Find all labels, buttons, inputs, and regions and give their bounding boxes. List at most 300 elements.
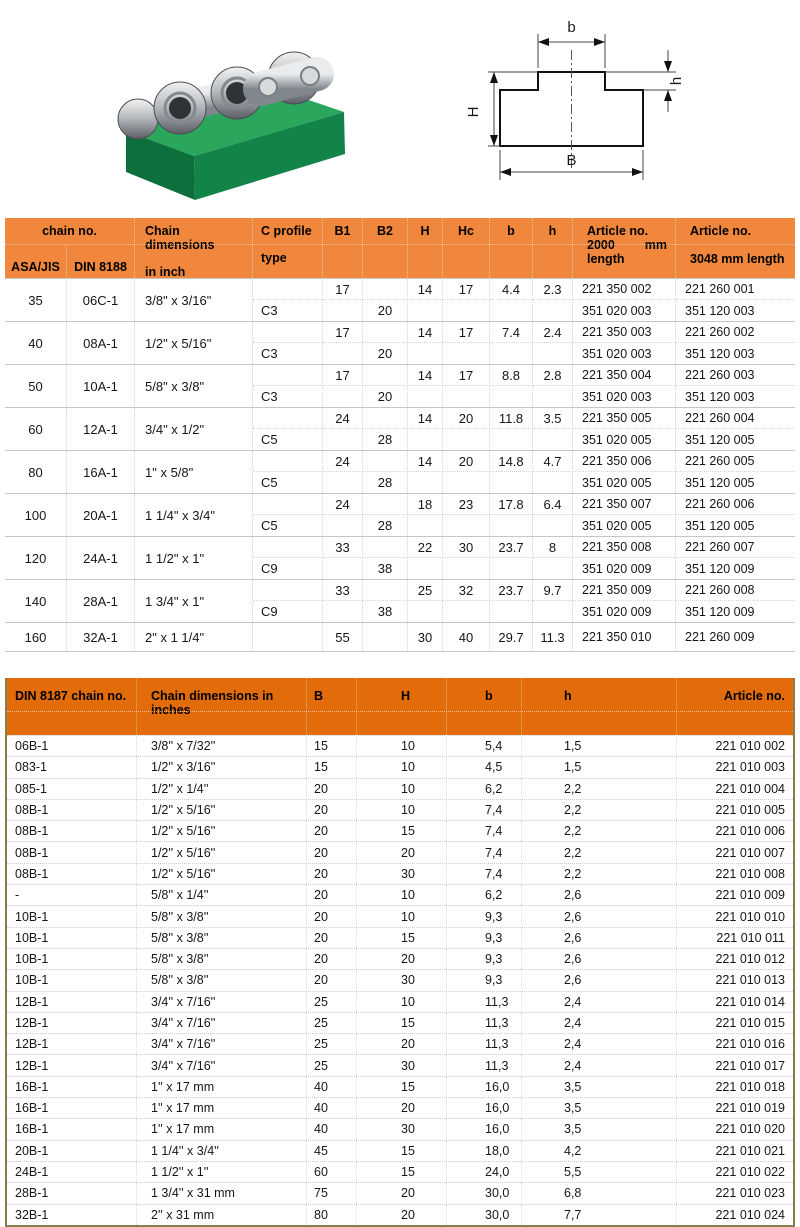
c-profile-type-cell: C9 <box>253 601 323 622</box>
chain-dimension-cell: 1/2'' x 5/16'' <box>137 842 307 862</box>
b-cell: 11,3 <box>447 1055 522 1075</box>
asa-jis-cell: 120 <box>5 537 67 579</box>
spacer-cell <box>363 623 408 651</box>
H-cell: 14 <box>408 408 443 429</box>
H-cell: 15 <box>357 928 447 948</box>
H-cell: 30 <box>357 1055 447 1075</box>
h-cell: 2,2 <box>522 864 677 884</box>
spacer-cell <box>408 386 443 407</box>
Hc-cell: 17 <box>443 365 490 386</box>
table1-row-group <box>5 579 795 622</box>
asa-jis-cell: 140 <box>5 580 67 622</box>
h-cell: 2,2 <box>522 800 677 820</box>
b1-cell: 33 <box>323 580 363 601</box>
spacer-cell <box>490 300 533 321</box>
Hc-cell: 20 <box>443 408 490 429</box>
b-cell: 9,3 <box>447 949 522 969</box>
spacer-cell <box>533 429 573 450</box>
din-chain-no-cell: 06B-1 <box>7 736 137 756</box>
t1-header-c-profile: C profile type <box>253 218 323 279</box>
b2-cell: 20 <box>363 386 408 407</box>
b-cell: 11,3 <box>447 1013 522 1033</box>
dim-label-b: b <box>567 19 576 36</box>
table2-row <box>7 905 793 926</box>
b1-cell: 33 <box>323 537 363 558</box>
din-8188-cell: 32A-1 <box>67 623 135 651</box>
table2-row <box>7 991 793 1012</box>
din-chain-no-cell: 16B-1 <box>7 1077 137 1097</box>
B-cell: 20 <box>307 928 357 948</box>
b-cell: 5,4 <box>447 736 522 756</box>
table1-row-group <box>5 364 795 407</box>
h-cell: 2,6 <box>522 928 677 948</box>
spacer-cell <box>363 322 408 343</box>
t1-header-b1: B1 <box>323 218 363 279</box>
article-no-cell: 221 010 012 <box>715 952 785 967</box>
spacer-cell <box>323 472 363 493</box>
spacer-cell <box>323 429 363 450</box>
din-chain-no-cell: 28B-1 <box>7 1183 137 1203</box>
spacer-cell <box>253 322 323 343</box>
table2-din-chains <box>5 678 795 1227</box>
t2-header-chain-no: DIN 8187 chain no. <box>7 678 137 735</box>
din-chain-no-cell: 12B-1 <box>7 1055 137 1075</box>
article-2000mm-cell: 221 350 006 <box>573 451 676 472</box>
chain-on-guide-image <box>110 5 350 205</box>
h-cell: 2.3 <box>533 279 573 300</box>
h-cell: 3,5 <box>522 1098 677 1118</box>
din-chain-no-cell: 10B-1 <box>7 970 137 990</box>
h-cell: 8 <box>533 537 573 558</box>
article-3048mm-cell: 221 260 005 <box>676 451 795 472</box>
chain-pin <box>301 67 319 85</box>
article-3048mm-cell: 221 260 007 <box>676 537 795 558</box>
chain-dimension-cell: 1 3/4" x 1" <box>135 580 253 622</box>
B-cell: 60 <box>307 1162 357 1182</box>
t2-header-B: B <box>307 678 357 735</box>
h-cell: 2,2 <box>522 842 677 862</box>
chain-dimension-cell: 1 3/4'' x 31 mm <box>137 1183 307 1203</box>
chain-dimension-cell: 1" x 5/8" <box>135 451 253 493</box>
article-2000mm-cell: 221 350 004 <box>573 365 676 386</box>
b1-cell: 55 <box>323 623 363 651</box>
b-cell: 23.7 <box>490 537 533 558</box>
spacer-cell <box>490 429 533 450</box>
b-cell: 14.8 <box>490 451 533 472</box>
table1-row-group <box>5 450 795 493</box>
chain-dimension-cell: 3/8" x 3/16" <box>135 279 253 321</box>
table2-row <box>7 1076 793 1097</box>
H-cell: 20 <box>357 949 447 969</box>
t1-header-din8188: DIN 8188 <box>74 260 127 274</box>
din-chain-no-cell: 10B-1 <box>7 906 137 926</box>
din-chain-no-cell: 16B-1 <box>7 1119 137 1139</box>
din-8188-cell: 20A-1 <box>67 494 135 536</box>
H-cell: 15 <box>357 1013 447 1033</box>
Hc-cell: 30 <box>443 537 490 558</box>
Hc-cell: 40 <box>443 623 490 651</box>
spacer-cell <box>408 472 443 493</box>
article-no-cell: 221 010 013 <box>715 973 785 988</box>
article-no-cell: 221 010 022 <box>715 1165 785 1180</box>
H-cell: 20 <box>357 1205 447 1225</box>
B-cell: 15 <box>307 757 357 777</box>
c-profile-type-cell: C3 <box>253 386 323 407</box>
c-profile-type-cell: C5 <box>253 429 323 450</box>
spacer-cell <box>533 472 573 493</box>
article-no-cell: 221 010 024 <box>715 1207 785 1222</box>
spacer-cell <box>443 515 490 536</box>
chain-dimension-cell: 5/8'' x 3/8'' <box>137 970 307 990</box>
H-cell: 14 <box>408 279 443 300</box>
spacer-cell <box>443 343 490 364</box>
h-cell: 2.8 <box>533 365 573 386</box>
table1-row-group <box>5 622 795 651</box>
article-no-cell: 221 010 002 <box>715 739 785 754</box>
t1-header-Hc: Hc <box>443 218 490 279</box>
arrow-left-icon <box>500 168 511 176</box>
article-2000mm-cell: 221 350 009 <box>573 580 676 601</box>
din-chain-no-cell: 10B-1 <box>7 949 137 969</box>
B-cell: 40 <box>307 1119 357 1139</box>
H-cell: 30 <box>357 864 447 884</box>
article-no-cell: 221 010 003 <box>715 760 785 775</box>
B-cell: 25 <box>307 1013 357 1033</box>
table2-row <box>7 1054 793 1075</box>
b-cell: 9,3 <box>447 906 522 926</box>
spacer-cell <box>253 408 323 429</box>
table2-row <box>7 863 793 884</box>
article-2000mm-cell: 351 020 005 <box>573 429 676 450</box>
spacer-cell <box>443 558 490 579</box>
t1-header-b2: B2 <box>363 218 408 279</box>
b-cell: 11,3 <box>447 1034 522 1054</box>
H-cell: 30 <box>357 970 447 990</box>
b-cell: 18,0 <box>447 1141 522 1161</box>
chain-dimension-cell: 3/4" x 1/2" <box>135 408 253 450</box>
b-cell: 6,2 <box>447 885 522 905</box>
h-cell: 2,6 <box>522 885 677 905</box>
article-3048mm-cell: 351 120 003 <box>685 389 755 404</box>
H-cell: 30 <box>357 1119 447 1139</box>
table2-row <box>7 841 793 862</box>
article-2000mm-cell: 351 020 005 <box>573 515 676 536</box>
asa-jis-cell: 50 <box>5 365 67 407</box>
din-chain-no-cell: 08B-1 <box>7 800 137 820</box>
chain-dimension-cell: 1/2'' x 5/16'' <box>137 800 307 820</box>
H-cell: 18 <box>408 494 443 515</box>
din-8188-cell: 16A-1 <box>67 451 135 493</box>
article-2000mm-cell: 221 350 002 <box>573 279 676 300</box>
h-cell: 2,2 <box>522 779 677 799</box>
din-chain-no-cell: 10B-1 <box>7 928 137 948</box>
H-cell: 10 <box>357 757 447 777</box>
h-cell: 2,4 <box>522 992 677 1012</box>
spacer-cell <box>323 515 363 536</box>
b-cell: 9,3 <box>447 970 522 990</box>
chain-dimension-cell: 3/4'' x 7/16'' <box>137 1055 307 1075</box>
h-cell: 1,5 <box>522 757 677 777</box>
h-cell: 2,4 <box>522 1034 677 1054</box>
t1-header-b: b <box>490 218 533 279</box>
asa-jis-cell: 40 <box>5 322 67 364</box>
B-cell: 20 <box>307 970 357 990</box>
b-cell: 16,0 <box>447 1119 522 1139</box>
article-no-cell: 221 010 015 <box>715 1016 785 1030</box>
H-cell: 15 <box>357 821 447 841</box>
spacer-cell <box>443 472 490 493</box>
b1-cell: 24 <box>323 408 363 429</box>
dim-label-H: H <box>465 106 482 118</box>
article-3048mm-cell: 221 260 008 <box>676 580 795 601</box>
spacer-cell <box>408 558 443 579</box>
spacer-cell <box>323 300 363 321</box>
h-cell: 4,2 <box>522 1141 677 1161</box>
h-cell: 9.7 <box>533 580 573 601</box>
spacer-cell <box>363 279 408 300</box>
table2-row <box>7 1140 793 1161</box>
spacer-cell <box>363 365 408 386</box>
Hc-cell: 17 <box>443 322 490 343</box>
spacer-cell <box>490 515 533 536</box>
spacer-cell <box>253 451 323 472</box>
chain-dimension-cell: 1/2'' x 1/4'' <box>137 779 307 799</box>
B-cell: 20 <box>307 885 357 905</box>
table2-body <box>7 735 793 1225</box>
table2-row <box>7 884 793 905</box>
spacer-cell <box>533 386 573 407</box>
t2-header-article-no: Article no. <box>723 689 785 703</box>
b-cell: 9,3 <box>447 928 522 948</box>
B-cell: 20 <box>307 779 357 799</box>
table1-asa-chains <box>5 218 795 652</box>
spacer-cell <box>408 300 443 321</box>
H-cell: 30 <box>408 623 443 651</box>
chain-dimension-cell: 3/4'' x 7/16'' <box>137 992 307 1012</box>
h-cell: 2,6 <box>522 906 677 926</box>
table1-header <box>5 218 795 278</box>
chain-pin <box>259 78 277 96</box>
din-8188-cell: 24A-1 <box>67 537 135 579</box>
din-chain-no-cell: 085-1 <box>7 779 137 799</box>
chain-dimension-cell: 5/8'' x 3/8'' <box>137 906 307 926</box>
c-profile-type-cell: C5 <box>253 515 323 536</box>
c-profile-type-cell: C3 <box>253 300 323 321</box>
chain-dimension-cell: 1/2'' x 5/16'' <box>137 864 307 884</box>
din-chain-no-cell: 32B-1 <box>7 1205 137 1225</box>
spacer-cell <box>533 515 573 536</box>
spacer-cell <box>363 408 408 429</box>
article-3048mm-cell: 351 120 009 <box>685 604 755 619</box>
chain-dimension-cell: 5/8'' x 3/8'' <box>137 949 307 969</box>
t1-header-article-2000: Article no. 2000 mm length <box>573 218 676 279</box>
table2-row <box>7 1097 793 1118</box>
dim-label-B: B <box>566 152 577 169</box>
t1-header-chain-no <box>5 218 135 279</box>
article-no-cell: 221 010 009 <box>715 888 785 903</box>
B-cell: 80 <box>307 1205 357 1225</box>
B-cell: 75 <box>307 1183 357 1203</box>
din-8188-cell: 06C-1 <box>67 279 135 321</box>
spacer-cell <box>363 494 408 515</box>
b-cell: 23.7 <box>490 580 533 601</box>
asa-jis-cell: 80 <box>5 451 67 493</box>
din-chain-no-cell: 20B-1 <box>7 1141 137 1161</box>
b-cell: 7.4 <box>490 322 533 343</box>
h-cell: 2,4 <box>522 1013 677 1033</box>
H-cell: 22 <box>408 537 443 558</box>
b2-cell: 28 <box>363 472 408 493</box>
article-no-cell: 221 010 007 <box>715 845 785 860</box>
din-8188-cell: 08A-1 <box>67 322 135 364</box>
din-chain-no-cell: 08B-1 <box>7 864 137 884</box>
article-3048mm-cell: 351 120 005 <box>685 432 755 447</box>
arrow-right-icon <box>594 38 605 46</box>
table2-row <box>7 735 793 756</box>
chain-dimension-cell: 5/8'' x 1/4'' <box>137 885 307 905</box>
chain-dimension-cell: 1 1/4'' x 3/4'' <box>137 1141 307 1161</box>
h-cell: 2,6 <box>522 970 677 990</box>
table1-body <box>5 278 795 651</box>
b-cell: 29.7 <box>490 623 533 651</box>
chain-dimension-cell: 1'' x 17 mm <box>137 1119 307 1139</box>
H-cell: 14 <box>408 365 443 386</box>
H-cell: 25 <box>408 580 443 601</box>
b-cell: 7,4 <box>447 800 522 820</box>
din-chain-no-cell: - <box>7 885 137 905</box>
B-cell: 20 <box>307 842 357 862</box>
spacer-cell <box>323 386 363 407</box>
article-no-cell: 221 010 017 <box>715 1058 785 1073</box>
b2-cell: 28 <box>363 515 408 536</box>
b-cell: 16,0 <box>447 1098 522 1118</box>
spacer-cell <box>443 429 490 450</box>
article-no-cell: 221 010 005 <box>715 803 785 818</box>
spacer-cell <box>253 623 323 651</box>
H-cell: 20 <box>357 1034 447 1054</box>
spacer-cell <box>408 515 443 536</box>
b2-cell: 28 <box>363 429 408 450</box>
chain-dimension-cell: 5/8'' x 3/8'' <box>137 928 307 948</box>
table1-row-group <box>5 536 795 579</box>
article-3048mm-cell: 351 120 009 <box>685 561 755 576</box>
din-8188-cell: 28A-1 <box>67 580 135 622</box>
spacer-cell <box>443 300 490 321</box>
H-cell: 20 <box>357 1098 447 1118</box>
B-cell: 25 <box>307 992 357 1012</box>
chain-dimension-cell: 2'' x 31 mm <box>137 1205 307 1225</box>
c-profile-type-cell: C9 <box>253 558 323 579</box>
asa-jis-cell: 35 <box>5 279 67 321</box>
h-cell: 11.3 <box>533 623 573 651</box>
chain-dimension-cell: 1 1/2'' x 1'' <box>137 1162 307 1182</box>
h-cell: 2,6 <box>522 949 677 969</box>
spacer-cell <box>490 343 533 364</box>
spacer-cell <box>443 601 490 622</box>
chain-dimension-cell: 1/2'' x 5/16'' <box>137 821 307 841</box>
article-2000mm-cell: 221 350 003 <box>573 322 676 343</box>
chain-dimension-cell: 5/8" x 3/8" <box>135 365 253 407</box>
article-2000mm-cell: 351 020 003 <box>573 386 676 407</box>
H-cell: 10 <box>357 992 447 1012</box>
arrow-left-icon <box>538 38 549 46</box>
spacer-cell <box>323 343 363 364</box>
din-8188-cell: 12A-1 <box>67 408 135 450</box>
t2-header-dimensions: Chain dimensions in inches <box>137 678 307 735</box>
chain-dimension-cell: 3/4'' x 7/16'' <box>137 1013 307 1033</box>
spacer-cell <box>533 601 573 622</box>
Hc-cell: 32 <box>443 580 490 601</box>
spacer-cell <box>363 580 408 601</box>
spacer-cell <box>408 429 443 450</box>
Hc-cell: 20 <box>443 451 490 472</box>
table2-row <box>7 1182 793 1203</box>
din-chain-no-cell: 24B-1 <box>7 1162 137 1182</box>
din-chain-no-cell: 08B-1 <box>7 842 137 862</box>
article-3048mm-cell: 351 120 003 <box>685 346 755 361</box>
b-cell: 17.8 <box>490 494 533 515</box>
spacer-cell <box>363 537 408 558</box>
arrow-right-icon <box>632 168 643 176</box>
B-cell: 20 <box>307 800 357 820</box>
table2-row <box>7 1161 793 1182</box>
B-cell: 25 <box>307 1034 357 1054</box>
chain-roller <box>118 99 158 139</box>
asa-jis-cell: 100 <box>5 494 67 536</box>
chain-dimension-cell: 1'' x 17 mm <box>137 1098 307 1118</box>
chain-dimension-cell: 1'' x 17 mm <box>137 1077 307 1097</box>
b-cell: 7,4 <box>447 821 522 841</box>
profile-dimension-diagram <box>448 12 688 190</box>
article-2000mm-cell: 221 350 007 <box>573 494 676 515</box>
article-no-cell: 221 010 023 <box>715 1186 785 1201</box>
arrow-up-icon <box>664 90 672 101</box>
article-2000mm-cell: 351 020 009 <box>573 558 676 579</box>
t1-header-article-3048: Article no. 3048 mm length <box>690 224 785 266</box>
h-cell: 4.7 <box>533 451 573 472</box>
t2-header-b: b <box>447 678 522 735</box>
spacer-cell <box>533 343 573 364</box>
t1-header-asa-jis: ASA/JIS <box>5 244 67 279</box>
table1-row-group <box>5 278 795 321</box>
article-3048mm-cell: 221 260 004 <box>676 408 795 429</box>
article-no-cell: 221 010 010 <box>715 909 785 924</box>
chain-dimension-cell: 1 1/2" x 1" <box>135 537 253 579</box>
chain-photo <box>110 5 350 205</box>
article-2000mm-cell: 351 020 005 <box>573 472 676 493</box>
b1-cell: 17 <box>323 322 363 343</box>
article-2000mm-cell: 221 350 010 <box>573 623 676 651</box>
table2-row <box>7 799 793 820</box>
article-3048mm-cell: 351 120 005 <box>685 475 755 490</box>
b1-cell: 17 <box>323 365 363 386</box>
spacer-cell <box>323 601 363 622</box>
article-no-cell: 221 010 016 <box>715 1037 785 1052</box>
t1-header-h: h <box>533 218 573 279</box>
article-3048mm-cell: 351 120 005 <box>685 518 755 533</box>
table2-row <box>7 1033 793 1054</box>
din-8188-cell: 10A-1 <box>67 365 135 407</box>
article-no-cell: 221 010 018 <box>715 1079 785 1094</box>
H-cell: 20 <box>357 842 447 862</box>
spacer-cell <box>253 494 323 515</box>
table2-row <box>7 1118 793 1139</box>
t1-header-H: H <box>408 218 443 279</box>
spacer-cell <box>533 300 573 321</box>
b2-cell: 20 <box>363 343 408 364</box>
h-cell: 1,5 <box>522 736 677 756</box>
article-no-cell: 221 010 006 <box>715 824 785 839</box>
